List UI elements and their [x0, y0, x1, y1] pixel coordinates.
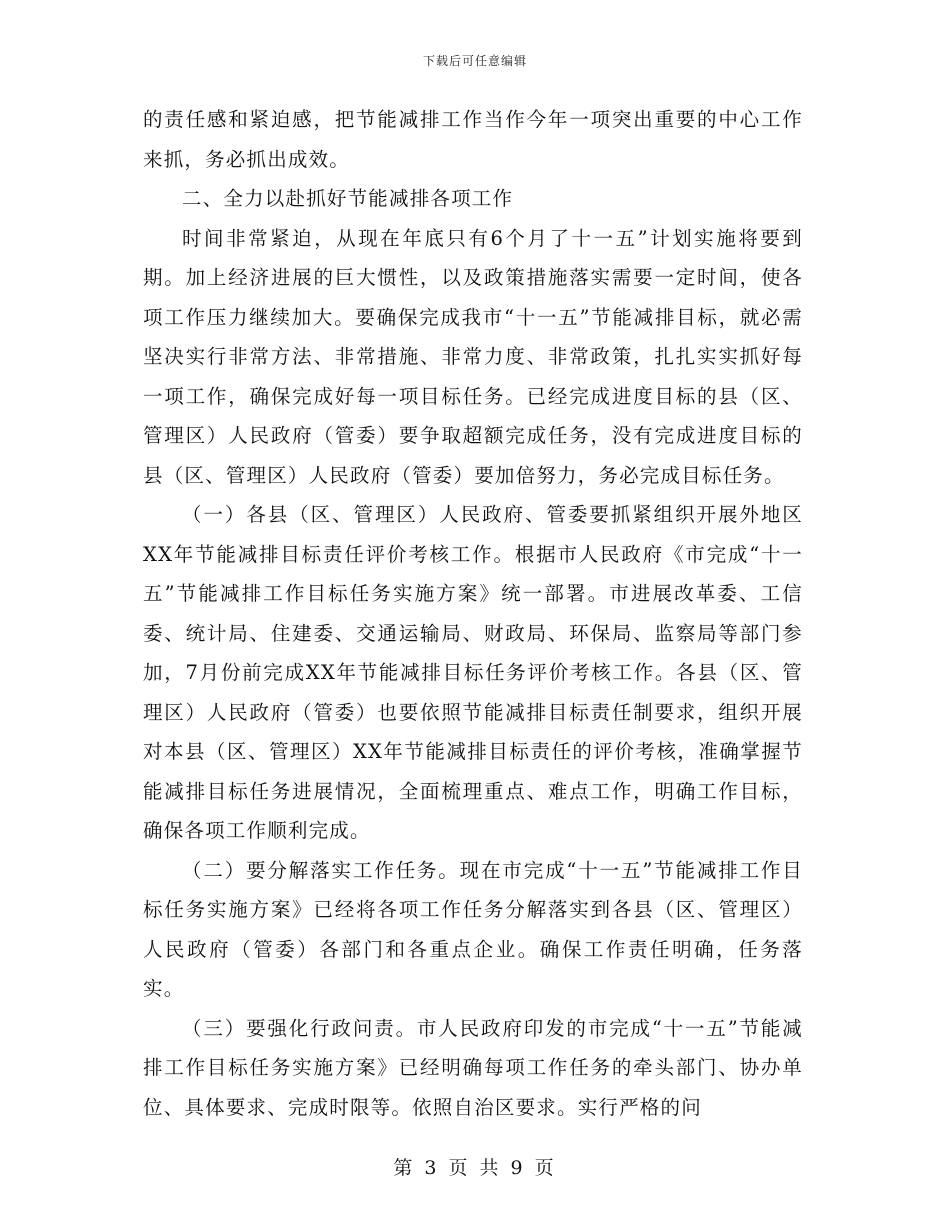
section-heading: 二、全力以赴抓好节能减排各项工作 — [182, 187, 514, 210]
paragraph-item-2: （二）要分解落实工作任务。现在市完成“十一五”节能减排工作目标任务实施方案》已经将各项工作任务分解落实到各县（区、管理区）人民政府（管委）各部门和各重点企业。确保工作责任明确，任务落实。 — [143, 858, 803, 1000]
paragraph-continuation: 的责任感和紧迫感，把节能减排工作当作今年一项突出重要的中心工作来抓，务必抓出成效。 — [143, 108, 803, 171]
paragraph-item-1: （一）各县（区、管理区）人民政府、管委要抓紧组织开展外地区XX年节能减排目标责任评价考核工作。根据市人民政府《市完成“十一五”节能减排工作目标任务实施方案》统一部署。市进展改革委、工信委、统计局、住建委、交通运输局、财政局、环保局、监察局等部门参加，7月份前完成XX年节能减排目标任务评价考核工作。各县（区、管理区）人民政府（管委）也要依照节能减排目标责任制要求，组织开展对本县（区、管理区）XX年节能减排目标责任的评价考核，准确掌握节能减排目标任务进展情况，全面梳理重点、难点工作，明确工作目标，确保各项工作顺利完成。 — [143, 503, 803, 842]
document-body — [143, 100, 803, 1127]
paragraph: 时间非常紧迫，从现在年底只有6个月了十一五”计划实施将要到期。加上经济进展的巨大惯性，以及政策措施落实需要一定时间，使各项工作压力继续加大。要确保完成我市“十一五”节能减排目标，就必需坚决实行非常方法、非常措施、非常力度、非常政策，扎扎实实抓好每一项工作，确保完成好每一项目标任务。已经完成进度目标的县（区、管理区）人民政府（管委）要争取超额完成任务，没有完成进度目标的县（区、管理区）人民政府（管委）要加倍努力，务必完成目标任务。 — [143, 226, 803, 487]
page-header: 下载后可任意编辑 — [422, 54, 527, 68]
paragraph-item-3: （三）要强化行政问责。市人民政府印发的市完成“十一五”节能减排工作目标任务实施方案》已经明确每项工作任务的牵头部门、协办单位、具体要求、完成时限等。依照自治区要求。实行严格的问 — [143, 1016, 803, 1119]
page-number-footer: 第 3 页 共 9 页 — [393, 1157, 557, 1179]
